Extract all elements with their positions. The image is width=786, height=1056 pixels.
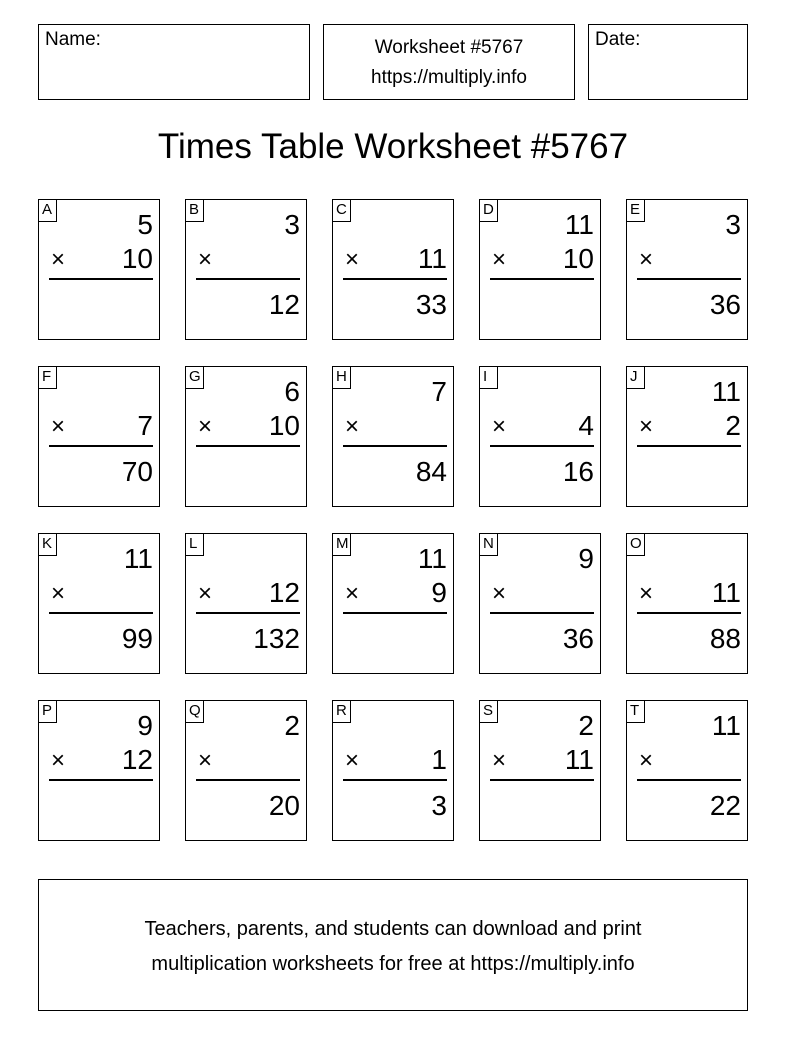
problem-letter: D bbox=[480, 200, 498, 222]
top-number: 9 bbox=[578, 543, 594, 574]
multiply-sign: × bbox=[639, 413, 654, 440]
problem-card bbox=[626, 533, 748, 674]
bottom-number: 11 bbox=[711, 577, 741, 608]
answer-value: 3 bbox=[431, 790, 447, 821]
multiply-sign: × bbox=[198, 747, 213, 774]
multiply-sign: × bbox=[639, 580, 654, 607]
multiply-sign: × bbox=[345, 246, 360, 273]
answer-value: 132 bbox=[253, 623, 300, 654]
problem-card bbox=[626, 199, 748, 340]
answer-value: 36 bbox=[562, 623, 594, 654]
multiply-sign: × bbox=[345, 413, 360, 440]
problem-card bbox=[332, 199, 454, 340]
top-number: 11 bbox=[711, 710, 741, 741]
answer-rule bbox=[343, 445, 447, 447]
problem-card bbox=[38, 700, 160, 841]
problem-card bbox=[38, 366, 160, 507]
answer-value: 88 bbox=[709, 623, 741, 654]
problem-letter: Q bbox=[186, 701, 204, 723]
answer-rule bbox=[196, 612, 300, 614]
problem-letter: E bbox=[627, 200, 645, 222]
problem-card bbox=[479, 366, 601, 507]
problem-letter: A bbox=[39, 200, 57, 222]
top-number: 11 bbox=[417, 543, 447, 574]
problem-card bbox=[38, 199, 160, 340]
multiply-sign: × bbox=[345, 580, 360, 607]
problem-card bbox=[626, 366, 748, 507]
bottom-number: 10 bbox=[121, 243, 153, 274]
multiply-sign: × bbox=[51, 580, 66, 607]
top-number: 3 bbox=[284, 209, 300, 240]
footer-note bbox=[38, 879, 748, 1011]
top-number: 6 bbox=[284, 376, 300, 407]
answer-rule bbox=[49, 612, 153, 614]
name-field[interactable] bbox=[38, 24, 310, 100]
problem-card bbox=[185, 700, 307, 841]
answer-value: 36 bbox=[709, 289, 741, 320]
top-number: 7 bbox=[431, 376, 447, 407]
site-url: https://multiply.info bbox=[371, 67, 527, 88]
top-number: 2 bbox=[284, 710, 300, 741]
problem-letter: P bbox=[39, 701, 57, 723]
problem-letter: N bbox=[480, 534, 498, 556]
problem-letter: F bbox=[39, 367, 57, 389]
top-number: 9 bbox=[137, 710, 153, 741]
top-number: 11 bbox=[564, 209, 594, 240]
answer-rule bbox=[49, 779, 153, 781]
worksheet-id: Worksheet #5767 bbox=[374, 37, 524, 58]
problem-letter: R bbox=[333, 701, 351, 723]
multiply-sign: × bbox=[198, 246, 213, 273]
date-label: Date: bbox=[595, 29, 641, 50]
worksheet-id-box bbox=[323, 24, 575, 100]
problem-card bbox=[185, 533, 307, 674]
answer-rule bbox=[196, 779, 300, 781]
multiply-sign: × bbox=[51, 413, 66, 440]
problem-letter: G bbox=[186, 367, 204, 389]
answer-value: 84 bbox=[415, 456, 447, 487]
answer-value: 22 bbox=[709, 790, 741, 821]
answer-value: 12 bbox=[268, 289, 300, 320]
answer-rule bbox=[196, 445, 300, 447]
problem-card bbox=[626, 700, 748, 841]
problem-card bbox=[332, 366, 454, 507]
top-number: 3 bbox=[725, 209, 741, 240]
problem-letter: I bbox=[480, 367, 498, 389]
answer-rule bbox=[637, 445, 741, 447]
bottom-number: 11 bbox=[564, 744, 594, 775]
answer-rule bbox=[49, 445, 153, 447]
problem-letter: L bbox=[186, 534, 204, 556]
top-number: 2 bbox=[578, 710, 594, 741]
multiply-sign: × bbox=[492, 747, 507, 774]
multiply-sign: × bbox=[198, 413, 213, 440]
top-number: 11 bbox=[123, 543, 153, 574]
answer-rule bbox=[490, 278, 594, 280]
answer-value: 16 bbox=[562, 456, 594, 487]
multiply-sign: × bbox=[492, 580, 507, 607]
bottom-number: 2 bbox=[725, 410, 741, 441]
bottom-number: 11 bbox=[417, 243, 447, 274]
problem-letter: O bbox=[627, 534, 645, 556]
bottom-number: 12 bbox=[268, 577, 300, 608]
problem-letter: C bbox=[333, 200, 351, 222]
problem-card bbox=[38, 533, 160, 674]
answer-rule bbox=[343, 278, 447, 280]
multiply-sign: × bbox=[492, 413, 507, 440]
answer-rule bbox=[637, 278, 741, 280]
top-number: 11 bbox=[711, 376, 741, 407]
problem-card bbox=[185, 366, 307, 507]
problem-letter: H bbox=[333, 367, 351, 389]
multiply-sign: × bbox=[639, 246, 654, 273]
multiply-sign: × bbox=[51, 246, 66, 273]
answer-value: 20 bbox=[268, 790, 300, 821]
answer-rule bbox=[343, 612, 447, 614]
bottom-number: 9 bbox=[431, 577, 447, 608]
problem-card bbox=[479, 199, 601, 340]
name-label: Name: bbox=[45, 29, 101, 50]
top-number: 5 bbox=[137, 209, 153, 240]
answer-rule bbox=[490, 445, 594, 447]
answer-value: 33 bbox=[415, 289, 447, 320]
footer-line-2: multiplication worksheets for free at https://multiply.info bbox=[151, 953, 635, 975]
bottom-number: 4 bbox=[578, 410, 594, 441]
answer-rule bbox=[637, 779, 741, 781]
answer-rule bbox=[49, 278, 153, 280]
bottom-number: 10 bbox=[268, 410, 300, 441]
bottom-number: 12 bbox=[121, 744, 153, 775]
answer-rule bbox=[490, 779, 594, 781]
multiply-sign: × bbox=[345, 747, 360, 774]
multiply-sign: × bbox=[198, 580, 213, 607]
bottom-number: 1 bbox=[431, 744, 447, 775]
bottom-number: 10 bbox=[562, 243, 594, 274]
problem-letter: T bbox=[627, 701, 645, 723]
page-title: Times Table Worksheet #5767 bbox=[157, 127, 629, 166]
multiply-sign: × bbox=[639, 747, 654, 774]
multiply-sign: × bbox=[51, 747, 66, 774]
answer-rule bbox=[490, 612, 594, 614]
problem-letter: J bbox=[627, 367, 645, 389]
answer-value: 99 bbox=[121, 623, 153, 654]
problem-letter: K bbox=[39, 534, 57, 556]
problem-card bbox=[479, 533, 601, 674]
problem-letter: B bbox=[186, 200, 204, 222]
answer-value: 70 bbox=[121, 456, 153, 487]
problem-letter: S bbox=[480, 701, 498, 723]
problem-card bbox=[332, 700, 454, 841]
problem-card bbox=[185, 199, 307, 340]
problem-card bbox=[479, 700, 601, 841]
answer-rule bbox=[196, 278, 300, 280]
multiply-sign: × bbox=[492, 246, 507, 273]
date-field[interactable] bbox=[588, 24, 748, 100]
problem-card bbox=[332, 533, 454, 674]
footer-line-1: Teachers, parents, and students can download and print bbox=[144, 918, 642, 940]
problem-letter: M bbox=[333, 534, 351, 556]
answer-rule bbox=[343, 779, 447, 781]
answer-rule bbox=[637, 612, 741, 614]
bottom-number: 7 bbox=[137, 410, 153, 441]
